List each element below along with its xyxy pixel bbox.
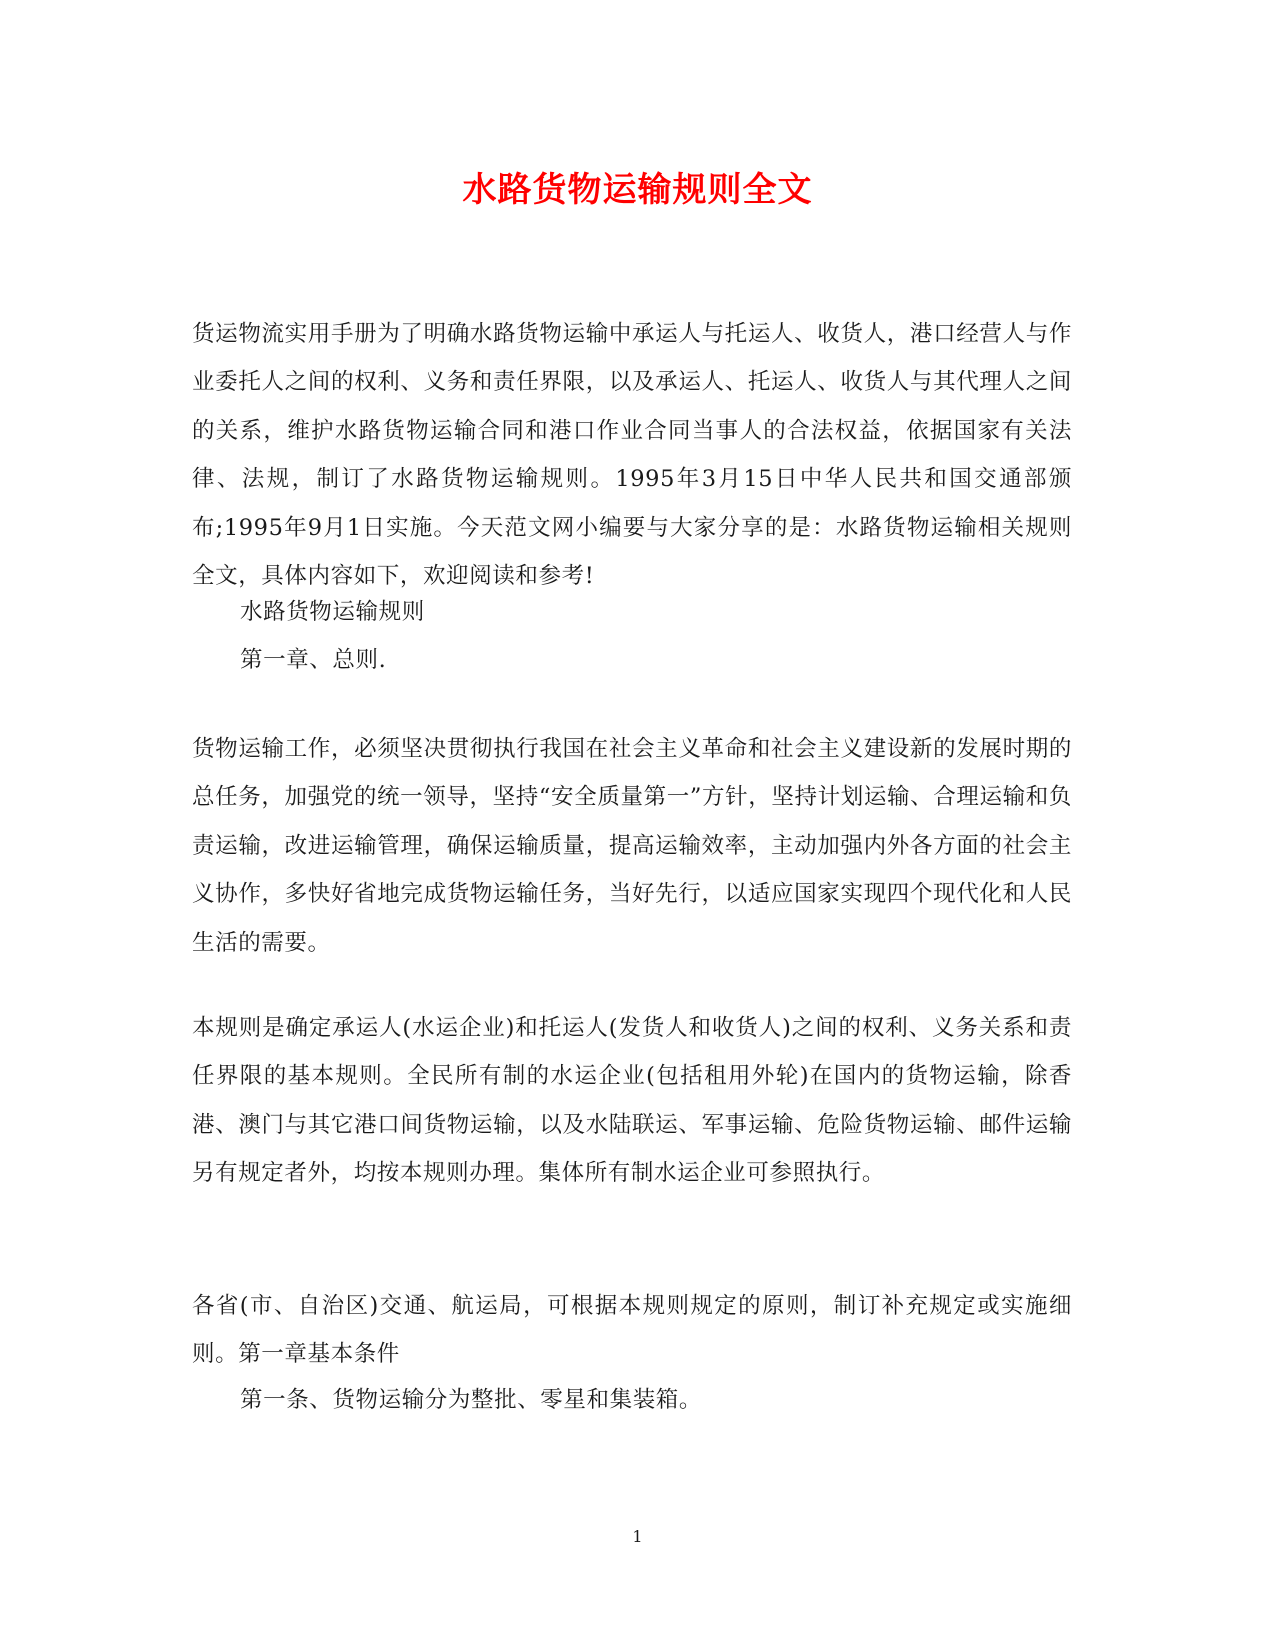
- body-paragraph-2: 本规则是确定承运人(水运企业)和托运人(发货人和收货人)之间的权利、义务关系和责任界限的基本规则。全民所有制的水运企业(包括租用外轮)在国内的货物运输，除香港、澳门与其它港口间货物运输，以及水陆联运、军事运输、危险货物运输、邮件运输另有规定者外，均按本规则办理。集体所有制水运企业可参照执行。: [192, 1015, 1072, 1187]
- body-paragraph-1: 货物运输工作，必须坚决贯彻执行我国在社会主义革命和社会主义建设新的发展时期的总任务，加强党的统一领导，坚持“安全质量第一”方针，坚持计划运输、合理运输和负责运输，改进运输管理，确保运输质量，提高运输效率，主动加强内外各方面的社会主义协作，多快好省地完成货物运输任务，当好先行，以适应国家实现四个现代化和人民生活的需要。: [192, 736, 1072, 956]
- article-one-line: 第一条、货物运输分为整批、零星和集装箱。: [240, 1387, 703, 1413]
- rule-title-line: 水路货物运输规则: [240, 599, 425, 625]
- chapter-one-heading: 第一章、总则.: [240, 647, 387, 673]
- document-title: 水路货物运输规则全文: [462, 170, 813, 210]
- body-paragraph-3: 各省(市、自治区)交通、航运局，可根据本规则规定的原则，制订补充规定或实施细则。第一章基本条件: [192, 1293, 1072, 1368]
- page-number: 1: [632, 1527, 643, 1546]
- intro-paragraph: 货运物流实用手册为了明确水路货物运输中承运人与托运人、收货人，港口经营人与作业委托人之间的权利、义务和责任界限，以及承运人、托运人、收货人与其代理人之间的关系，维护水路货物运输合同和港口作业合同当事人的合法权益，依据国家有关法律、法规，制订了水路货物运输规则。1995年3月15日中华人民共和国交通部颁布;1995年9月1日实施。今天范文网小编要与大家分享的是：水路货物运输相关规则全文，具体内容如下，欢迎阅读和参考!: [192, 321, 1072, 590]
